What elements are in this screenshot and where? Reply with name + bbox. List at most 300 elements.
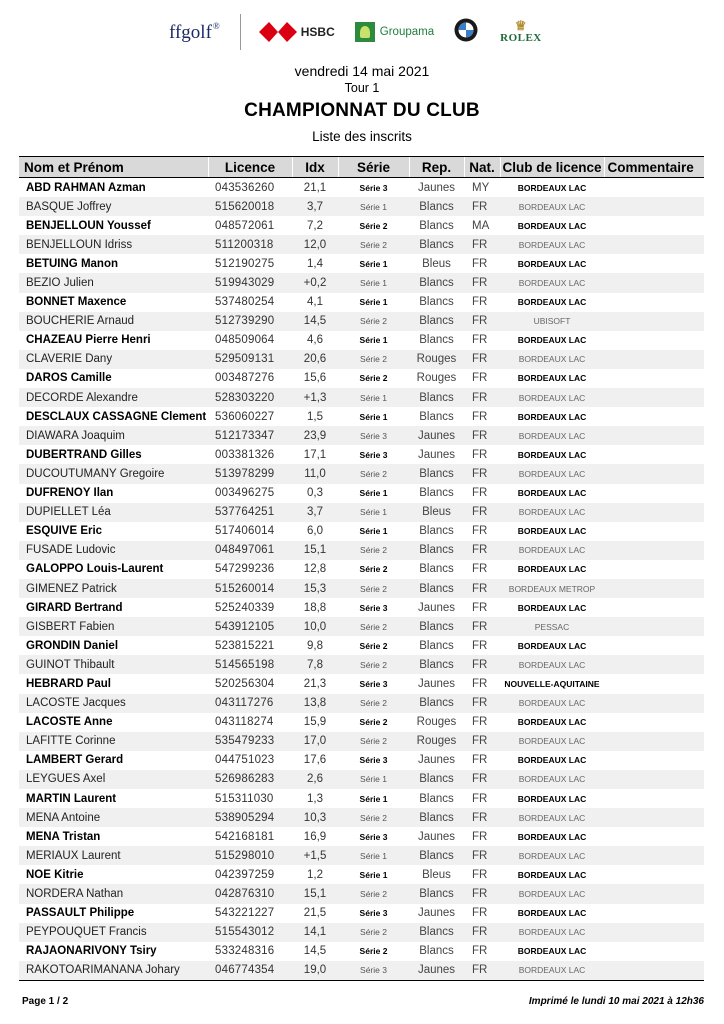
tee-marker-cell: Blancs xyxy=(409,808,464,827)
comment-cell xyxy=(604,674,704,693)
licence-number-cell: 042397259 xyxy=(215,868,275,881)
tee-marker-cell: Bleus xyxy=(409,503,464,522)
handicap-index-cell: 3,7 xyxy=(292,503,338,522)
player-name-cell: NOE Kitrie xyxy=(26,868,84,881)
comment-cell xyxy=(604,293,704,312)
nationality-cell: FR xyxy=(472,372,488,385)
comment-cell xyxy=(604,694,704,713)
player-name-cell: BASQUE Joffrey xyxy=(19,197,208,216)
nationality-cell: MY xyxy=(472,181,490,194)
comment-cell xyxy=(604,808,704,827)
comment-cell xyxy=(604,942,704,961)
table-row xyxy=(19,751,704,770)
tee-marker-cell: Blancs xyxy=(409,884,464,903)
licence-club-cell: BORDEAUX LAC xyxy=(517,946,587,957)
handicap-index-cell: 3,7 xyxy=(292,197,338,216)
licence-club-cell: BORDEAUX LAC xyxy=(517,640,587,651)
licence-club-cell: BORDEAUX LAC xyxy=(500,770,604,789)
nationality-cell: FR xyxy=(464,808,500,827)
licence-club-cell: BORDEAUX LAC xyxy=(500,541,604,560)
table-row xyxy=(19,655,704,674)
licence-number-cell: 512173347 xyxy=(208,426,292,445)
handicap-index-cell: 1,4 xyxy=(307,257,323,270)
tee-marker-cell: Blancs xyxy=(409,770,464,789)
tee-marker-cell: Blancs xyxy=(409,923,464,942)
licence-club-cell: BORDEAUX LAC xyxy=(517,488,587,499)
comment-cell xyxy=(604,178,704,198)
player-name-cell: DUCOUTUMANY Gregoire xyxy=(19,464,208,483)
tee-marker-cell: Jaunes xyxy=(409,426,464,445)
table-row xyxy=(19,770,704,789)
player-name-cell: DESCLAUX CASSAGNE Clement xyxy=(26,410,207,423)
nationality-cell: FR xyxy=(464,617,500,636)
player-name-cell: NORDERA Nathan xyxy=(19,884,208,903)
comment-cell xyxy=(604,273,704,292)
player-name-cell: GUINOT Thibault xyxy=(19,655,208,674)
player-name-cell: ESQUIVE Eric xyxy=(26,525,103,538)
comment-cell xyxy=(604,732,704,751)
handicap-index-cell: 6,0 xyxy=(307,525,323,538)
handicap-index-cell: 18,8 xyxy=(303,601,327,614)
player-name-cell: GISBERT Fabien xyxy=(19,617,208,636)
handicap-index-cell: 12,0 xyxy=(292,235,338,254)
table-row xyxy=(19,827,704,846)
table-row xyxy=(19,464,704,483)
nationality-cell: FR xyxy=(472,639,488,652)
handicap-index-cell: 16,9 xyxy=(303,830,327,843)
handicap-index-cell: 15,3 xyxy=(292,579,338,598)
rolex-logo-text: ROLEX xyxy=(500,32,542,44)
licence-club-cell: BORDEAUX LAC xyxy=(517,411,587,422)
serie-cell: Série 1 xyxy=(359,411,388,422)
handicap-index-cell: 15,1 xyxy=(292,884,338,903)
handicap-index-cell: 14,5 xyxy=(292,312,338,331)
table-row xyxy=(19,846,704,865)
tee-marker-cell: Blancs xyxy=(419,525,454,538)
licence-club-cell: BORDEAUX LAC xyxy=(517,449,587,460)
player-name-cell: GIRARD Bertrand xyxy=(26,601,123,614)
player-name-cell: DAROS Camille xyxy=(26,372,112,385)
table-row xyxy=(19,426,704,445)
serie-cell: Série 2 xyxy=(338,808,409,827)
rolex-logo xyxy=(500,20,542,44)
nationality-cell: FR xyxy=(472,334,488,347)
hsbc-logo xyxy=(259,22,335,42)
comment-cell xyxy=(604,503,704,522)
comment-cell xyxy=(604,655,704,674)
table-row xyxy=(19,617,704,636)
licence-club-cell: BORDEAUX LAC xyxy=(500,388,604,407)
table-header-row xyxy=(19,157,704,178)
serie-cell: Série 1 xyxy=(359,869,388,880)
nationality-cell: FR xyxy=(472,410,488,423)
handicap-index-cell: 7,2 xyxy=(307,219,323,232)
tee-marker-cell: Rouges xyxy=(416,372,457,385)
licence-number-cell: 537764251 xyxy=(208,503,292,522)
tee-marker-cell: Blancs xyxy=(409,235,464,254)
nationality-cell: FR xyxy=(464,694,500,713)
handicap-index-cell: 9,8 xyxy=(307,639,323,652)
print-timestamp: Imprimé le lundi 10 mai 2021 à 12h36 xyxy=(528,996,704,1007)
licence-number-cell: 512190275 xyxy=(215,257,275,270)
player-name-cell: MARTIN Laurent xyxy=(26,792,117,805)
tee-marker-cell: Blancs xyxy=(409,464,464,483)
column-header-club: Club de licence xyxy=(500,157,604,178)
tee-marker-cell: Blancs xyxy=(409,388,464,407)
registrants-table-body xyxy=(19,178,704,981)
serie-cell: Série 1 xyxy=(359,526,388,537)
serie-cell: Série 2 xyxy=(338,617,409,636)
licence-club-cell: NOUVELLE-AQUITAINE xyxy=(504,678,600,689)
player-name-cell: CLAVERIE Dany xyxy=(19,350,208,369)
handicap-index-cell: 4,1 xyxy=(307,296,323,309)
table-row xyxy=(19,312,704,331)
licence-club-cell: BORDEAUX METROP xyxy=(500,579,604,598)
licence-number-cell: 046774354 xyxy=(208,961,292,981)
serie-cell: Série 1 xyxy=(338,197,409,216)
comment-cell xyxy=(604,789,704,808)
licence-number-cell: 543912105 xyxy=(208,617,292,636)
table-row xyxy=(19,961,704,981)
ffgolf-logo-text: ffgolf xyxy=(169,21,212,43)
handicap-index-cell: 15,9 xyxy=(303,716,327,729)
licence-number-cell: 515543012 xyxy=(208,923,292,942)
nationality-cell: FR xyxy=(464,503,500,522)
nationality-cell: FR xyxy=(464,770,500,789)
nationality-cell: FR xyxy=(472,563,488,576)
nationality-cell: FR xyxy=(464,273,500,292)
player-name-cell: BETUING Manon xyxy=(26,257,118,270)
comment-cell xyxy=(604,598,704,617)
licence-number-cell: 519943029 xyxy=(208,273,292,292)
licence-club-cell: BORDEAUX LAC xyxy=(500,426,604,445)
tee-marker-cell: Blancs xyxy=(409,312,464,331)
player-name-cell: BENJELLOUN Idriss xyxy=(19,235,208,254)
serie-cell: Série 2 xyxy=(359,220,388,231)
player-name-cell: BEZIO Julien xyxy=(19,273,208,292)
serie-cell: Série 2 xyxy=(359,373,388,384)
licence-club-cell: BORDEAUX LAC xyxy=(500,197,604,216)
comment-cell xyxy=(604,426,704,445)
serie-cell: Série 3 xyxy=(359,602,388,613)
player-name-cell: BOUCHERIE Arnaud xyxy=(19,312,208,331)
comment-cell xyxy=(604,961,704,981)
player-name-cell: LAFITTE Corinne xyxy=(19,732,208,751)
licence-club-cell: BORDEAUX LAC xyxy=(500,808,604,827)
player-name-cell: CHAZEAU Pierre Henri xyxy=(26,334,151,347)
serie-cell: Série 2 xyxy=(338,923,409,942)
handicap-index-cell: 17,6 xyxy=(303,754,327,767)
licence-number-cell: 003496275 xyxy=(215,487,275,500)
bmw-roundel-icon xyxy=(454,18,478,42)
table-row xyxy=(19,369,704,388)
tee-marker-cell: Rouges xyxy=(409,350,464,369)
serie-cell: Série 3 xyxy=(338,961,409,981)
licence-number-cell: 044751023 xyxy=(215,754,275,767)
serie-cell: Série 2 xyxy=(338,579,409,598)
bmw-logo xyxy=(454,18,478,47)
tee-marker-cell: Blancs xyxy=(409,655,464,674)
licence-number-cell: 048509064 xyxy=(215,334,275,347)
handicap-index-cell: 1,2 xyxy=(307,868,323,881)
licence-club-cell: BORDEAUX LAC xyxy=(500,732,604,751)
tee-marker-cell: Blancs xyxy=(419,296,454,309)
comment-cell xyxy=(604,770,704,789)
licence-number-cell: 043117276 xyxy=(208,694,292,713)
licence-number-cell: 526986283 xyxy=(208,770,292,789)
table-row xyxy=(19,598,704,617)
player-name-cell: LACOSTE Jacques xyxy=(19,694,208,713)
table-row xyxy=(19,636,704,655)
nationality-cell: FR xyxy=(472,907,488,920)
licence-number-cell: 517406014 xyxy=(215,525,275,538)
tee-marker-cell: Blancs xyxy=(409,846,464,865)
licence-number-cell: 535479233 xyxy=(208,732,292,751)
nationality-cell: FR xyxy=(472,257,488,270)
table-row xyxy=(19,541,704,560)
comment-cell xyxy=(604,331,704,350)
nationality-cell: FR xyxy=(464,923,500,942)
licence-club-cell: BORDEAUX LAC xyxy=(517,220,587,231)
player-name-cell: RAJAONARIVONY Tsiry xyxy=(26,945,157,958)
handicap-index-cell: 7,8 xyxy=(292,655,338,674)
licence-number-cell: 043536260 xyxy=(215,181,275,194)
handicap-index-cell: 15,6 xyxy=(303,372,327,385)
handicap-index-cell: 15,1 xyxy=(292,541,338,560)
serie-cell: Série 1 xyxy=(338,846,409,865)
player-name-cell: BENJELLOUN Youssef xyxy=(26,219,151,232)
serie-cell: Série 3 xyxy=(338,426,409,445)
licence-number-cell: 003487276 xyxy=(215,372,275,385)
tee-marker-cell: Blancs xyxy=(419,945,454,958)
table-row xyxy=(19,560,704,579)
player-name-cell: MENA Tristan xyxy=(26,830,101,843)
licence-club-cell: BORDEAUX LAC xyxy=(500,235,604,254)
licence-number-cell: 043118274 xyxy=(215,716,274,729)
comment-cell xyxy=(604,388,704,407)
licence-club-cell: BORDEAUX LAC xyxy=(517,831,587,842)
player-name-cell: DIAWARA Joaquim xyxy=(19,426,208,445)
hsbc-logo-text: HSBC xyxy=(300,25,335,39)
licence-number-cell: 528303220 xyxy=(208,388,292,407)
comment-cell xyxy=(604,636,704,655)
nationality-cell: FR xyxy=(472,525,488,538)
handicap-index-cell: +1,3 xyxy=(292,388,338,407)
serie-cell: Série 3 xyxy=(359,678,388,689)
serie-cell: Série 3 xyxy=(359,908,388,919)
handicap-index-cell: 10,3 xyxy=(292,808,338,827)
comment-cell xyxy=(604,617,704,636)
page-number: Page 1 / 2 xyxy=(22,996,69,1007)
licence-number-cell: 003381326 xyxy=(215,448,275,461)
nationality-cell: FR xyxy=(464,235,500,254)
serie-cell: Série 1 xyxy=(359,258,388,269)
page-title: CHAMPIONNAT DU CLUB xyxy=(244,100,480,121)
comment-cell xyxy=(604,407,704,426)
serie-cell: Série 2 xyxy=(338,312,409,331)
serie-cell: Série 2 xyxy=(359,564,388,575)
comment-cell xyxy=(604,522,704,541)
table-row xyxy=(19,350,704,369)
player-name-cell: DUPIELLET Léa xyxy=(19,503,208,522)
tee-marker-cell: Blancs xyxy=(409,197,464,216)
licence-number-cell: 543221227 xyxy=(215,907,275,920)
comment-cell xyxy=(604,445,704,464)
handicap-index-cell: 20,6 xyxy=(292,350,338,369)
player-name-cell: LAMBERT Gerard xyxy=(26,754,124,767)
player-name-cell: DUBERTRAND Gilles xyxy=(26,448,142,461)
licence-club-cell: BORDEAUX LAC xyxy=(500,961,604,981)
licence-number-cell: 512739290 xyxy=(208,312,292,331)
licence-club-cell: BORDEAUX LAC xyxy=(500,655,604,674)
serie-cell: Série 2 xyxy=(338,884,409,903)
table-row xyxy=(19,923,704,942)
nationality-cell: FR xyxy=(472,601,488,614)
comment-cell xyxy=(604,235,704,254)
tee-marker-cell: Blancs xyxy=(409,694,464,713)
serie-cell: Série 2 xyxy=(359,640,388,651)
serie-cell: Série 2 xyxy=(338,235,409,254)
player-name-cell: RAKOTOARIMANANA Johary xyxy=(19,961,208,981)
handicap-index-cell: 21,5 xyxy=(303,907,327,920)
handicap-index-cell: 2,6 xyxy=(292,770,338,789)
serie-cell: Série 2 xyxy=(338,732,409,751)
handicap-index-cell: 17,0 xyxy=(292,732,338,751)
nationality-cell: FR xyxy=(472,677,488,690)
serie-cell: Série 1 xyxy=(338,388,409,407)
rolex-crown-icon: ♕ xyxy=(514,18,528,33)
nationality-cell: FR xyxy=(464,426,500,445)
table-row xyxy=(19,178,704,198)
licence-club-cell: BORDEAUX LAC xyxy=(500,694,604,713)
serie-cell: Série 1 xyxy=(338,770,409,789)
table-row xyxy=(19,331,704,350)
handicap-index-cell: 1,5 xyxy=(307,410,323,423)
comment-cell xyxy=(604,464,704,483)
table-row xyxy=(19,579,704,598)
nationality-cell: FR xyxy=(464,961,500,981)
comment-cell xyxy=(604,350,704,369)
licence-club-cell: BORDEAUX LAC xyxy=(517,258,587,269)
comment-cell xyxy=(604,923,704,942)
nationality-cell: FR xyxy=(464,197,500,216)
comment-cell xyxy=(604,713,704,732)
licence-number-cell: 042876310 xyxy=(208,884,292,903)
licence-number-cell: 525240339 xyxy=(215,601,275,614)
column-header-serie: Série xyxy=(338,157,409,178)
handicap-index-cell: 12,8 xyxy=(303,563,327,576)
licence-club-cell: BORDEAUX LAC xyxy=(517,602,587,613)
comment-cell xyxy=(604,827,704,846)
ffgolf-registered-mark: ® xyxy=(212,20,220,31)
licence-number-cell: 538905294 xyxy=(208,808,292,827)
handicap-index-cell: 17,1 xyxy=(303,448,327,461)
licence-club-cell: BORDEAUX LAC xyxy=(517,182,587,193)
licence-club-cell: BORDEAUX LAC xyxy=(517,908,587,919)
licence-club-cell: BORDEAUX LAC xyxy=(500,503,604,522)
serie-cell: Série 1 xyxy=(359,297,388,308)
player-name-cell: PASSAULT Philippe xyxy=(26,907,135,920)
player-name-cell: GRONDIN Daniel xyxy=(26,639,119,652)
licence-club-cell: BORDEAUX LAC xyxy=(500,464,604,483)
licence-club-cell: BORDEAUX LAC xyxy=(517,564,587,575)
tee-marker-cell: Blancs xyxy=(409,579,464,598)
column-header-rep: Rep. xyxy=(409,157,464,178)
handicap-index-cell: 10,0 xyxy=(292,617,338,636)
table-row xyxy=(19,808,704,827)
nationality-cell: FR xyxy=(472,296,488,309)
player-name-cell: GALOPPO Louis-Laurent xyxy=(26,563,164,576)
tee-marker-cell: Bleus xyxy=(422,257,451,270)
table-row xyxy=(19,694,704,713)
tee-marker-cell: Jaunes xyxy=(409,961,464,981)
tee-marker-cell: Blancs xyxy=(409,617,464,636)
nationality-cell: FR xyxy=(472,754,488,767)
player-name-cell: FUSADE Ludovic xyxy=(19,541,208,560)
serie-cell: Série 3 xyxy=(359,449,388,460)
nationality-cell: FR xyxy=(472,945,488,958)
nationality-cell: FR xyxy=(472,792,488,805)
player-name-cell: LEYGUES Axel xyxy=(19,770,208,789)
comment-cell xyxy=(604,254,704,273)
licence-number-cell: 547299236 xyxy=(215,563,275,576)
nationality-cell: FR xyxy=(464,732,500,751)
handicap-index-cell: 0,3 xyxy=(307,487,323,500)
tee-marker-cell: Blancs xyxy=(419,219,454,232)
handicap-index-cell: +0,2 xyxy=(292,273,338,292)
registrants-table xyxy=(19,156,704,981)
licence-number-cell: 048497061 xyxy=(208,541,292,560)
nationality-cell: FR xyxy=(464,846,500,865)
licence-club-cell: BORDEAUX LAC xyxy=(500,923,604,942)
nationality-cell: FR xyxy=(464,350,500,369)
tee-marker-cell: Jaunes xyxy=(417,754,456,767)
player-name-cell: LACOSTE Anne xyxy=(26,716,113,729)
licence-number-cell: 533248316 xyxy=(215,945,275,958)
serie-cell: Série 2 xyxy=(359,717,388,728)
tee-marker-cell: Jaunes xyxy=(417,830,456,843)
handicap-index-cell: 23,9 xyxy=(292,426,338,445)
serie-cell: Série 3 xyxy=(359,755,388,766)
tee-marker-cell: Blancs xyxy=(409,541,464,560)
nationality-cell: FR xyxy=(472,830,488,843)
column-header-licence: Licence xyxy=(208,157,292,178)
nationality-cell: FR xyxy=(464,655,500,674)
round-label: Tour 1 xyxy=(344,81,380,95)
table-row xyxy=(19,293,704,312)
licence-club-cell: BORDEAUX LAC xyxy=(500,884,604,903)
licence-club-cell: PESSAC xyxy=(500,617,604,636)
player-name-cell: PEYPOUQUET Francis xyxy=(19,923,208,942)
table-row xyxy=(19,216,704,235)
handicap-index-cell: 21,3 xyxy=(303,677,327,690)
licence-club-cell: BORDEAUX LAC xyxy=(517,717,587,728)
column-header-name: Nom et Prénom xyxy=(19,157,208,178)
table-row xyxy=(19,235,704,254)
handicap-index-cell: 11,0 xyxy=(292,464,338,483)
tee-marker-cell: Blancs xyxy=(419,639,454,652)
licence-club-cell: BORDEAUX LAC xyxy=(517,526,587,537)
serie-cell: Série 3 xyxy=(359,831,388,842)
nationality-cell: FR xyxy=(464,884,500,903)
tee-marker-cell: Jaunes xyxy=(417,677,456,690)
player-name-cell: BONNET Maxence xyxy=(26,296,127,309)
nationality-cell: MA xyxy=(472,219,490,232)
licence-club-cell: BORDEAUX LAC xyxy=(517,755,587,766)
serie-cell: Série 1 xyxy=(338,503,409,522)
table-row xyxy=(19,503,704,522)
licence-club-cell: BORDEAUX LAC xyxy=(517,335,587,346)
